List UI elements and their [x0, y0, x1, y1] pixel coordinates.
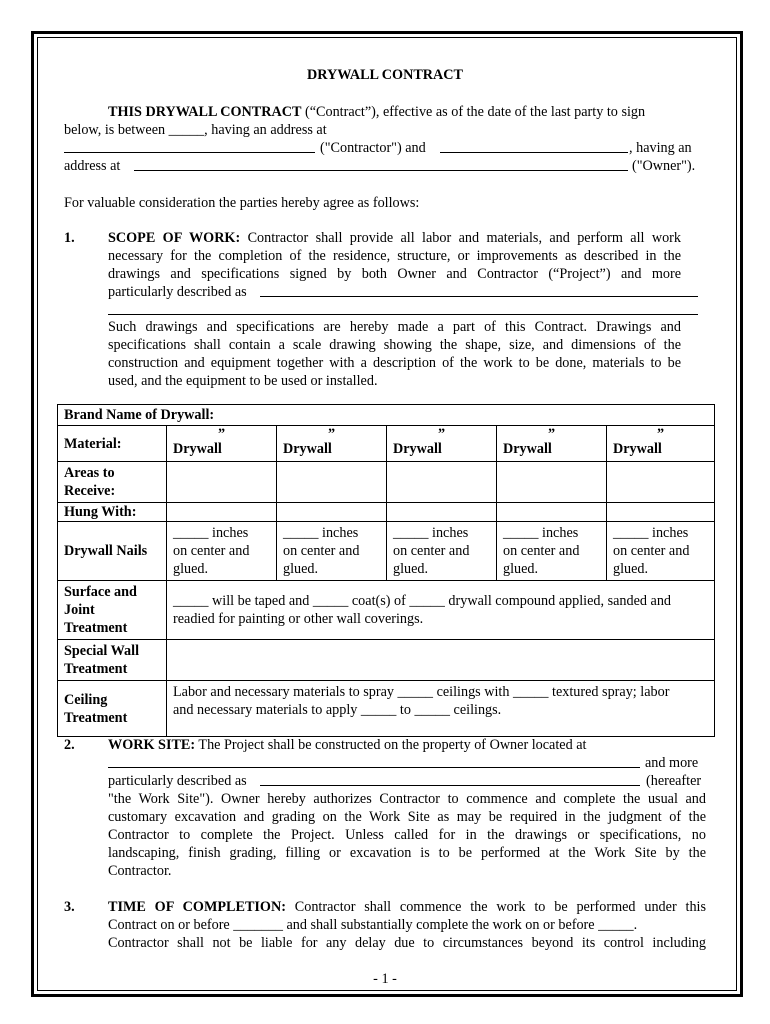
work-site-description-blank[interactable]: [260, 785, 640, 786]
special-wall-row: [58, 640, 715, 681]
section-2-number: 2.: [64, 737, 75, 753]
areas-cell-2[interactable]: [277, 462, 387, 503]
nails-glued-3: glued.: [393, 561, 429, 577]
hereafter-text: (hereafter: [646, 773, 702, 789]
section-1-line-1: [108, 229, 681, 247]
section-2-heading: WORK SITE:: [108, 737, 196, 753]
contractor-name-blank[interactable]: [64, 152, 315, 153]
nails-glued-2: glued.: [283, 561, 319, 577]
section-1-number: 1.: [64, 230, 75, 246]
nails-cell-1[interactable]: [167, 522, 277, 581]
areas-cell-3[interactable]: [387, 462, 497, 503]
section-2-line-4: "the Work Site"). Owner hereby authorizes Contractor to commence and complete the usual and: [108, 791, 706, 807]
nails-cell-4[interactable]: [497, 522, 607, 581]
nails-cell-3[interactable]: [387, 522, 497, 581]
areas-label-line-1: Areas to: [64, 465, 115, 481]
brand-name-label: Brand Name of Drywall:: [58, 405, 715, 426]
ceiling-label-line-1: Ceiling: [64, 691, 108, 708]
section-1-line-1-rest: Contractor shall provide all labor and materials, and perform all work: [247, 230, 681, 246]
nails-center-3: on center and: [393, 543, 470, 559]
hung-with-label: Hung With:: [58, 503, 167, 522]
hung-with-row: [58, 503, 715, 522]
nails-row: [58, 522, 715, 581]
section-1-para-2-line-3: construction and equipment together with a description of the work to be done, materials to be: [108, 355, 681, 371]
nails-center-1: on center and: [173, 543, 250, 559]
section-1-line-3: drawings and specifications signed by both Owner and Contractor (“Project”) and more: [108, 266, 681, 282]
surface-joint-label: [58, 581, 167, 640]
owner-address-blank[interactable]: [134, 170, 628, 171]
owner-name-blank[interactable]: [440, 152, 628, 153]
surface-label-line-2: Joint: [64, 602, 95, 618]
intro-line-1-rest: (“Contract”), effective as of the date of the last party to sign: [301, 104, 646, 120]
quote-mark-3: ”: [437, 426, 446, 442]
nails-center-5: on center and: [613, 543, 690, 559]
surface-label-line-3: Treatment: [64, 620, 128, 636]
section-1-line-2: necessary for the completion of the residence, structure, or improvements as described in the: [108, 248, 681, 264]
hung-cell-3[interactable]: [387, 503, 497, 522]
material-row: [58, 426, 715, 462]
material-cell-3[interactable]: [387, 426, 497, 462]
section-1-para-2-line-1: Such drawings and specifications are hereby made a part of this Contract. Drawings and: [108, 319, 681, 335]
consideration-text: For valuable consideration the parties hereby agree as follows:: [64, 195, 420, 211]
section-2-line-1-rest: The Project shall be constructed on the property of Owner located at: [198, 737, 587, 753]
section-3-line-3: Contractor shall not be liable for any delay due to circumstances beyond its control including: [108, 935, 706, 951]
special-wall-cell[interactable]: [167, 640, 715, 681]
special-wall-label: [58, 640, 167, 681]
work-site-location-blank[interactable]: [108, 767, 640, 768]
address-at-label: address at: [64, 158, 121, 174]
drywall-label-5: Drywall: [613, 441, 662, 457]
section-1-para-2-line-4: used, and the equipment to be used or installed.: [108, 373, 378, 389]
drywall-label-3: Drywall: [393, 441, 442, 457]
nails-spacing-4: _____ inches: [503, 525, 579, 541]
material-label: Material:: [58, 426, 167, 462]
hung-cell-1[interactable]: [167, 503, 277, 522]
section-1-para-2-line-2: specifications shall contain a scale drawing showing the shape, size, and dimensions of the: [108, 337, 681, 353]
special-label-line-2: Treatment: [64, 661, 128, 677]
nails-center-2: on center and: [283, 543, 360, 559]
hung-cell-5[interactable]: [607, 503, 715, 522]
nails-spacing-1: _____ inches: [173, 525, 249, 541]
nails-glued-4: glued.: [503, 561, 539, 577]
contractor-label: ("Contractor") and: [320, 140, 426, 156]
particularly-described-label: particularly described as: [108, 773, 247, 789]
quote-mark-5: ”: [656, 426, 665, 442]
section-2-line-1: [108, 736, 586, 754]
section-3-number: 3.: [64, 899, 75, 915]
material-cell-1[interactable]: [167, 426, 277, 462]
areas-label: [58, 462, 167, 503]
ceiling-label-line-2: Treatment: [64, 709, 128, 726]
nails-glued-1: glued.: [173, 561, 209, 577]
areas-cell-5[interactable]: [607, 462, 715, 503]
section-3-line-2: Contract on or before _______ and shall substantially complete the work on or before _____.: [108, 917, 638, 933]
ceiling-text-line-2: and necessary materials to apply _____ to _____ ceilings.: [173, 702, 502, 718]
drywall-nails-label: Drywall Nails: [58, 522, 167, 581]
section-3-heading: TIME OF COMPLETION:: [108, 899, 286, 915]
section-3-line-1-rest: Contractor shall commence the work to be performed under this: [294, 899, 706, 915]
areas-row: [58, 462, 715, 503]
intro-bold-lead: THIS DRYWALL CONTRACT: [108, 104, 302, 120]
drywall-spec-table: [57, 404, 715, 737]
ceiling-text[interactable]: [167, 681, 715, 737]
page-number: - 1 -: [373, 971, 397, 987]
brand-row: [58, 405, 715, 426]
section-2-line-5: customary excavation and grading on the Work Site as may be required in the judgment of the: [108, 809, 706, 825]
intro-line-1: [108, 103, 645, 121]
project-description-blank-1[interactable]: [260, 296, 698, 297]
ceiling-row: [58, 681, 715, 737]
nails-spacing-2: _____ inches: [283, 525, 359, 541]
and-more-text: and more: [645, 755, 699, 771]
nails-cell-2[interactable]: [277, 522, 387, 581]
document-title: DRYWALL CONTRACT: [307, 67, 463, 83]
ceiling-text-line-1: Labor and necessary materials to spray _____ ceilings with _____ textured spray; labor: [173, 684, 670, 700]
surface-joint-text[interactable]: [167, 581, 715, 640]
special-label-line-1: Special Wall: [64, 643, 140, 659]
section-1-heading: SCOPE OF WORK:: [108, 230, 241, 246]
section-2-line-6: Contractor to complete the Project. Unless called for in the drawings or specifications, no: [108, 827, 706, 843]
quote-mark-2: ”: [327, 426, 336, 442]
material-cell-5[interactable]: [607, 426, 715, 462]
hung-cell-4[interactable]: [497, 503, 607, 522]
nails-spacing-5: _____ inches: [613, 525, 689, 541]
intro-line-2: below, is between _____, having an address at: [64, 122, 327, 138]
section-2-line-8: Contractor.: [108, 863, 172, 879]
surface-joint-row: [58, 581, 715, 640]
surface-text-line-2: readied for painting or other wall coverings.: [173, 611, 424, 627]
areas-label-line-2: Receive:: [64, 483, 116, 499]
nails-center-4: on center and: [503, 543, 580, 559]
section-2-line-7: landscaping, finish grading, filling or excavation is to be performed at the Work Site by the: [108, 845, 706, 861]
areas-cell-4[interactable]: [497, 462, 607, 503]
surface-label-line-1: Surface and: [64, 584, 137, 600]
drywall-label-2: Drywall: [283, 441, 332, 457]
project-description-blank-2[interactable]: [108, 314, 698, 315]
drywall-label-1: Drywall: [173, 441, 222, 457]
section-1-line-4: particularly described as: [108, 284, 247, 300]
owner-label: ("Owner").: [632, 158, 696, 174]
drywall-label-4: Drywall: [503, 441, 552, 457]
having-an-text: , having an: [629, 140, 692, 156]
material-cell-4[interactable]: [497, 426, 607, 462]
nails-glued-5: glued.: [613, 561, 649, 577]
nails-cell-5[interactable]: [607, 522, 715, 581]
quote-mark-4: ”: [547, 426, 556, 442]
ceiling-label: [58, 681, 167, 737]
section-3-line-1: [108, 898, 706, 916]
surface-text-line-1: _____ will be taped and _____ coat(s) of _____ drywall compound applied, sanded and: [173, 593, 672, 609]
nails-spacing-3: _____ inches: [393, 525, 469, 541]
quote-mark-1: ”: [217, 426, 226, 442]
material-cell-2[interactable]: [277, 426, 387, 462]
hung-cell-2[interactable]: [277, 503, 387, 522]
areas-cell-1[interactable]: [167, 462, 277, 503]
